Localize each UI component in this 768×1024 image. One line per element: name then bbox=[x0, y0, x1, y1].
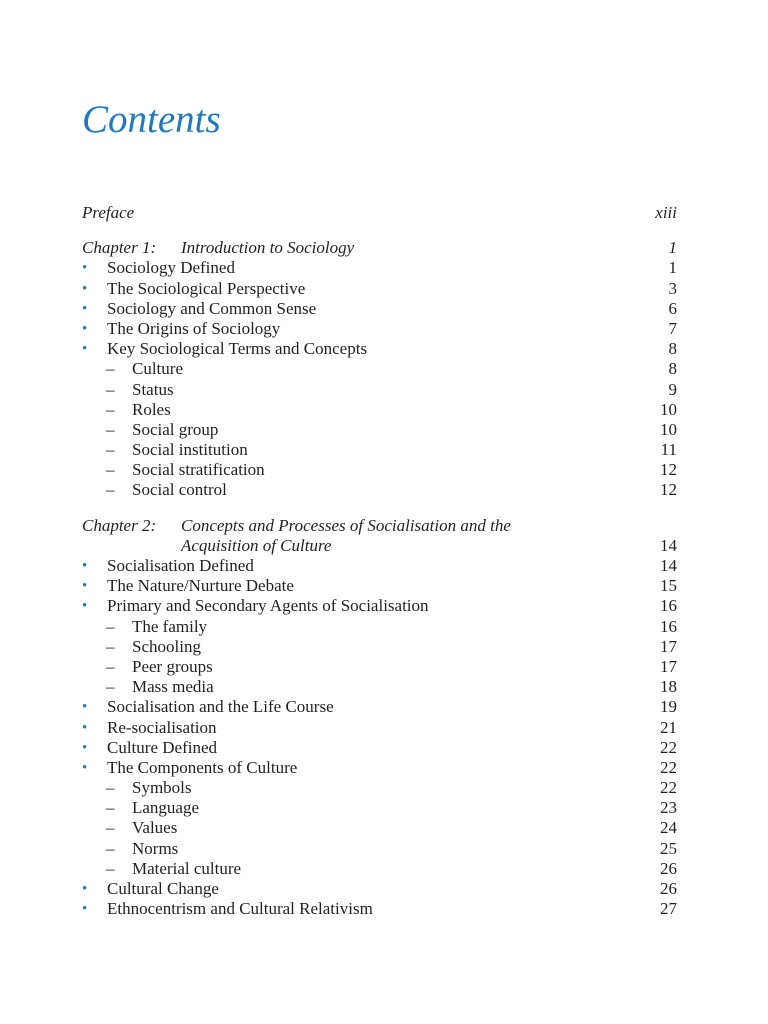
toc-subentry[interactable] bbox=[82, 818, 677, 838]
toc-chapter-2[interactable] bbox=[82, 516, 677, 536]
chapter-2-entries bbox=[82, 697, 677, 778]
toc-subentry[interactable] bbox=[82, 480, 677, 500]
toc-entry-label: The Components of Culture bbox=[107, 757, 298, 777]
dash-icon: – bbox=[106, 656, 115, 676]
dash-icon: – bbox=[106, 818, 115, 838]
chapter-number: Chapter 2: bbox=[82, 515, 157, 535]
dash-icon: – bbox=[106, 399, 115, 419]
toc-entry[interactable] bbox=[82, 758, 677, 778]
toc-page-number: 8 bbox=[668, 359, 677, 379]
chapter-2-subentries bbox=[82, 617, 677, 698]
dash-icon: – bbox=[106, 778, 115, 798]
toc-page-number: 19 bbox=[660, 697, 677, 717]
toc-entry-label: The family bbox=[132, 616, 208, 636]
toc-page-number: 1 bbox=[668, 238, 677, 258]
bullet-icon: • bbox=[82, 280, 88, 297]
toc-page-number: 3 bbox=[668, 278, 677, 298]
toc-subentry[interactable] bbox=[82, 798, 677, 818]
bullet-icon: • bbox=[82, 699, 88, 716]
toc-entry-label: Symbols bbox=[132, 778, 192, 798]
bullet-icon: • bbox=[82, 739, 88, 756]
toc-subentry[interactable] bbox=[82, 778, 677, 798]
dash-icon: – bbox=[106, 616, 115, 636]
bullet-icon: • bbox=[82, 260, 88, 277]
toc-page-number: 21 bbox=[660, 717, 677, 737]
bullet-icon: • bbox=[82, 558, 88, 574]
toc-entry-preface[interactable] bbox=[82, 203, 677, 223]
toc-chapter-2-continued[interactable] bbox=[82, 536, 677, 556]
chapter-number: Chapter 1: bbox=[82, 238, 157, 258]
chapter-1-subentries bbox=[82, 359, 677, 500]
toc-entry[interactable] bbox=[82, 697, 677, 717]
toc-subentry[interactable] bbox=[82, 420, 677, 440]
toc-page-number: 14 bbox=[660, 535, 677, 555]
toc-entry-label: Socialisation Defined bbox=[107, 556, 254, 575]
toc-entry[interactable] bbox=[82, 339, 677, 359]
chapter-2-entries bbox=[82, 879, 677, 919]
chapter-gap bbox=[82, 501, 677, 516]
toc-page-number: 12 bbox=[660, 480, 677, 500]
bullet-icon: • bbox=[82, 759, 88, 776]
toc-entry-label: Material culture bbox=[132, 858, 242, 878]
toc-page-number: 17 bbox=[660, 656, 677, 676]
toc-page-number: 7 bbox=[668, 318, 677, 338]
toc-entry-label: Re-socialisation bbox=[107, 717, 217, 737]
toc-entry-label: Cultural Change bbox=[107, 879, 219, 898]
toc-page-number: 10 bbox=[660, 419, 677, 439]
dash-icon: – bbox=[106, 480, 115, 500]
toc-entry[interactable] bbox=[82, 879, 677, 899]
toc-chapter-1[interactable] bbox=[82, 238, 677, 258]
chapter-2-subentries bbox=[82, 778, 677, 879]
toc-page-number: 1 bbox=[668, 258, 677, 278]
toc-entry-label: Norms bbox=[132, 838, 179, 858]
toc-page-number: 16 bbox=[660, 596, 677, 616]
toc-entry-label: Status bbox=[132, 379, 174, 399]
toc-entry-label: Socialisation and the Life Course bbox=[107, 697, 334, 717]
toc-entry-label: Sociology Defined bbox=[107, 258, 235, 278]
dash-icon: – bbox=[106, 440, 115, 460]
toc-entry-label: Preface bbox=[82, 203, 135, 222]
bullet-icon: • bbox=[82, 320, 88, 337]
toc-page-number: 8 bbox=[668, 339, 677, 359]
toc-entry-label: Language bbox=[132, 798, 200, 818]
toc-page-number: 22 bbox=[660, 737, 677, 757]
toc-entry-label: Social institution bbox=[132, 440, 248, 460]
bullet-icon: • bbox=[82, 578, 88, 595]
toc-entry[interactable] bbox=[82, 738, 677, 758]
toc-page-number: 11 bbox=[660, 440, 677, 460]
toc-entry[interactable] bbox=[82, 596, 677, 616]
toc-subentry[interactable] bbox=[82, 839, 677, 859]
toc-subentry[interactable] bbox=[82, 359, 677, 379]
bullet-icon: • bbox=[82, 719, 88, 736]
toc-entry[interactable] bbox=[82, 319, 677, 339]
toc-page-number: 23 bbox=[660, 798, 677, 818]
dash-icon: – bbox=[106, 798, 115, 818]
toc-page-number: 26 bbox=[660, 879, 677, 898]
toc-page-number: 9 bbox=[668, 379, 677, 399]
toc-page-number: xiii bbox=[655, 203, 677, 222]
toc-page-number: 17 bbox=[660, 636, 677, 656]
bullet-icon: • bbox=[82, 300, 88, 317]
toc-entry[interactable] bbox=[82, 258, 677, 278]
toc-page-number: 16 bbox=[660, 616, 677, 636]
dash-icon: – bbox=[106, 379, 115, 399]
toc-subentry[interactable] bbox=[82, 677, 677, 697]
dash-icon: – bbox=[106, 419, 115, 439]
toc-subentry[interactable] bbox=[82, 440, 677, 460]
chapter-1-entries bbox=[82, 258, 677, 359]
toc-entry-label: Peer groups bbox=[132, 656, 213, 676]
bullet-icon: • bbox=[82, 598, 88, 615]
toc-page-number: 26 bbox=[660, 858, 677, 878]
toc-entry-label: Sociology and Common Sense bbox=[107, 298, 317, 318]
dash-icon: – bbox=[106, 460, 115, 480]
dash-icon: – bbox=[106, 858, 115, 878]
page-title: Contents bbox=[82, 98, 221, 141]
toc-entry-label: Values bbox=[132, 818, 178, 838]
bullet-icon: • bbox=[82, 881, 88, 897]
dash-icon: – bbox=[106, 636, 115, 656]
toc-entry[interactable] bbox=[82, 899, 677, 919]
toc-entry[interactable] bbox=[82, 576, 677, 596]
toc-entry-label: Social stratification bbox=[132, 460, 265, 480]
toc-page-number: 25 bbox=[660, 838, 677, 858]
toc-subentry[interactable] bbox=[82, 400, 677, 420]
toc-entry[interactable] bbox=[82, 299, 677, 319]
dash-icon: – bbox=[106, 838, 115, 858]
toc-page-number: 6 bbox=[668, 298, 677, 318]
toc-subentry[interactable] bbox=[82, 617, 677, 637]
toc-entry-label: Mass media bbox=[132, 677, 214, 697]
chapter-title-line-2: Acquisition of Culture bbox=[181, 535, 332, 555]
toc-page-number: 10 bbox=[660, 399, 677, 419]
toc-page-number: 24 bbox=[660, 818, 677, 838]
table-of-contents bbox=[82, 203, 677, 919]
toc-page-number: 15 bbox=[660, 576, 677, 596]
toc-entry-label: Culture Defined bbox=[107, 737, 217, 757]
chapter-title: Introduction to Sociology bbox=[181, 238, 355, 258]
toc-page-number: 12 bbox=[660, 460, 677, 480]
toc-page-number: 27 bbox=[660, 899, 677, 919]
toc-subentry[interactable] bbox=[82, 637, 677, 657]
toc-entry-label: Roles bbox=[132, 399, 171, 419]
dash-icon: – bbox=[106, 677, 115, 697]
toc-entry-label: Key Sociological Terms and Concepts bbox=[107, 339, 368, 359]
bullet-icon: • bbox=[82, 901, 88, 918]
toc-entry-label: Primary and Secondary Agents of Socialisation bbox=[107, 596, 429, 616]
toc-subentry[interactable] bbox=[82, 380, 677, 400]
toc-entry-label: Social control bbox=[132, 480, 227, 500]
toc-page-number: 22 bbox=[660, 778, 677, 798]
chapter-title-line-1: Concepts and Processes of Socialisation and the bbox=[181, 515, 511, 535]
toc-entry[interactable] bbox=[82, 718, 677, 738]
bullet-icon: • bbox=[82, 341, 88, 358]
toc-subentry[interactable] bbox=[82, 859, 677, 879]
toc-entry-label: Schooling bbox=[132, 636, 201, 656]
toc-page-number: 14 bbox=[660, 556, 677, 575]
toc-entry-label: The Nature/Nurture Debate bbox=[107, 576, 294, 596]
toc-entry[interactable] bbox=[82, 279, 677, 299]
dash-icon: – bbox=[106, 359, 115, 379]
toc-page-number: 22 bbox=[660, 757, 677, 777]
chapter-2-entries bbox=[82, 556, 677, 617]
toc-entry-label: Ethnocentrism and Cultural Relativism bbox=[107, 899, 373, 919]
toc-subentry[interactable] bbox=[82, 460, 677, 480]
toc-entry-label: The Origins of Sociology bbox=[107, 318, 281, 338]
toc-subentry[interactable] bbox=[82, 657, 677, 677]
toc-page-number: 18 bbox=[660, 677, 677, 697]
toc-entry-label: Social group bbox=[132, 419, 219, 439]
toc-entry-label: The Sociological Perspective bbox=[107, 278, 306, 298]
toc-entry-label: Culture bbox=[132, 359, 183, 379]
toc-entry[interactable] bbox=[82, 556, 677, 576]
